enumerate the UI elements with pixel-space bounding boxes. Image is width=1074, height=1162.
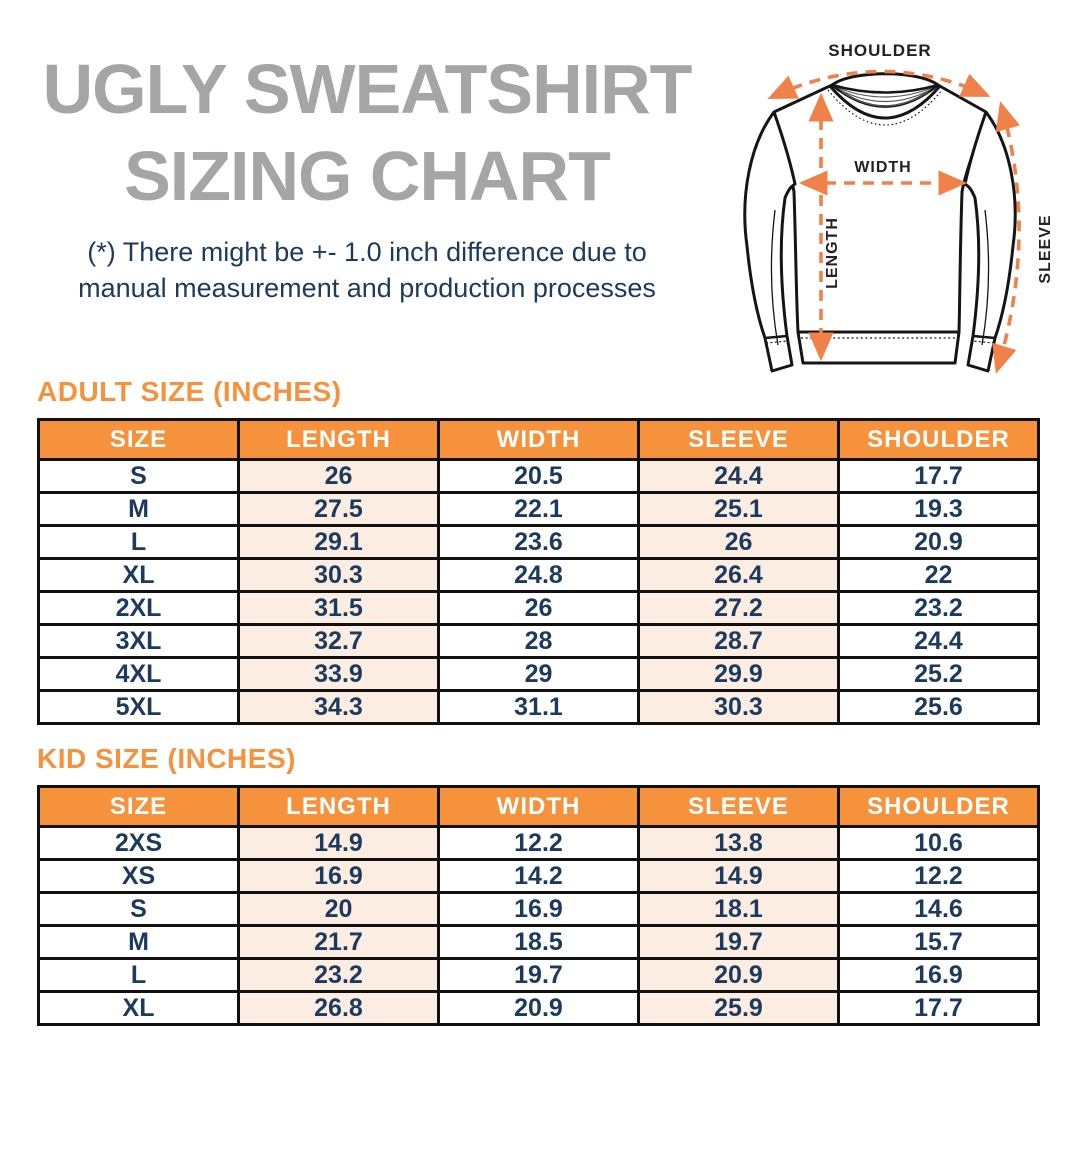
page-title-line1: UGLY SWEATSHIRT: [42, 50, 692, 128]
value-cell: 20.9: [439, 992, 639, 1025]
size-cell: 2XL: [39, 592, 239, 625]
value-cell: 20: [239, 893, 439, 926]
value-cell: 24.8: [439, 559, 639, 592]
value-cell: 26: [439, 592, 639, 625]
left-sleeve: [745, 112, 795, 371]
value-cell: 20.9: [839, 526, 1039, 559]
value-cell: 21.7: [239, 926, 439, 959]
value-cell: 10.6: [839, 827, 1039, 860]
value-cell: 19.7: [439, 959, 639, 992]
value-cell: 32.7: [239, 625, 439, 658]
sweatshirt-diagram: [734, 0, 1074, 390]
value-cell: 17.7: [839, 992, 1039, 1025]
value-cell: 20.9: [639, 959, 839, 992]
size-cell: S: [39, 460, 239, 493]
sleeve-label: SLEEVE: [1037, 214, 1054, 284]
value-cell: 30.3: [639, 691, 839, 724]
kid-section-title: KID SIZE (INCHES): [37, 743, 296, 774]
table-row: [39, 460, 1039, 493]
column-header: LENGTH: [239, 420, 439, 460]
size-cell: 4XL: [39, 658, 239, 691]
size-cell: M: [39, 493, 239, 526]
size-cell: XL: [39, 559, 239, 592]
value-cell: 29.9: [639, 658, 839, 691]
value-cell: 27.2: [639, 592, 839, 625]
column-header: SLEEVE: [639, 420, 839, 460]
value-cell: 12.2: [439, 827, 639, 860]
header-row: [39, 787, 1039, 827]
value-cell: 31.5: [239, 592, 439, 625]
column-header: WIDTH: [439, 420, 639, 460]
table-row: [39, 893, 1039, 926]
value-cell: 14.9: [639, 860, 839, 893]
value-cell: 19.7: [639, 926, 839, 959]
value-cell: 29.1: [239, 526, 439, 559]
value-cell: 26: [639, 526, 839, 559]
adult-section-title: ADULT SIZE (INCHES): [37, 376, 342, 407]
column-header: LENGTH: [239, 787, 439, 827]
value-cell: 24.4: [839, 625, 1039, 658]
value-cell: 33.9: [239, 658, 439, 691]
table-row: [39, 959, 1039, 992]
value-cell: 23.2: [239, 959, 439, 992]
adult-size-table: [37, 418, 1040, 725]
value-cell: 16.9: [239, 860, 439, 893]
size-cell: XS: [39, 860, 239, 893]
column-header: SHOULDER: [839, 420, 1039, 460]
table-row: [39, 526, 1039, 559]
size-cell: XL: [39, 992, 239, 1025]
value-cell: 12.2: [839, 860, 1039, 893]
value-cell: 31.1: [439, 691, 639, 724]
shoulder-label: SHOULDER: [828, 41, 932, 60]
value-cell: 29: [439, 658, 639, 691]
value-cell: 16.9: [439, 893, 639, 926]
value-cell: 25.2: [839, 658, 1039, 691]
size-cell: M: [39, 926, 239, 959]
size-cell: 3XL: [39, 625, 239, 658]
table-row: [39, 493, 1039, 526]
value-cell: 15.7: [839, 926, 1039, 959]
value-cell: 14.2: [439, 860, 639, 893]
width-label: WIDTH: [854, 159, 912, 176]
note-line2: manual measurement and production processes: [78, 273, 656, 304]
right-sleeve: [965, 112, 1015, 371]
value-cell: 24.4: [639, 460, 839, 493]
table-row: [39, 860, 1039, 893]
size-cell: S: [39, 893, 239, 926]
value-cell: 13.8: [639, 827, 839, 860]
value-cell: 28.7: [639, 625, 839, 658]
column-header: SHOULDER: [839, 787, 1039, 827]
page-title: [0, 46, 734, 220]
header-row: [39, 420, 1039, 460]
value-cell: 27.5: [239, 493, 439, 526]
length-label: LENGTH: [824, 217, 841, 289]
value-cell: 14.6: [839, 893, 1039, 926]
value-cell: 25.6: [839, 691, 1039, 724]
value-cell: 30.3: [239, 559, 439, 592]
value-cell: 20.5: [439, 460, 639, 493]
size-cell: L: [39, 959, 239, 992]
value-cell: 28: [439, 625, 639, 658]
value-cell: 18.1: [639, 893, 839, 926]
kid-size-table: [37, 785, 1040, 1026]
value-cell: 19.3: [839, 493, 1039, 526]
table-row: [39, 691, 1039, 724]
value-cell: 17.7: [839, 460, 1039, 493]
size-cell: 5XL: [39, 691, 239, 724]
title-block: [0, 0, 734, 306]
table-row: [39, 992, 1039, 1025]
column-header: SIZE: [39, 420, 239, 460]
value-cell: 16.9: [839, 959, 1039, 992]
table-row: [39, 658, 1039, 691]
table-row: [39, 926, 1039, 959]
value-cell: 22: [839, 559, 1039, 592]
column-header: SIZE: [39, 787, 239, 827]
sweatshirt-illustration: [734, 0, 1074, 390]
value-cell: 22.1: [439, 493, 639, 526]
value-cell: 26.8: [239, 992, 439, 1025]
note-line1: (*) There might be +- 1.0 inch difference due to: [87, 236, 647, 267]
column-header: WIDTH: [439, 787, 639, 827]
column-header: SLEEVE: [639, 787, 839, 827]
size-cell: 2XS: [39, 827, 239, 860]
value-cell: 14.9: [239, 827, 439, 860]
table-row: [39, 592, 1039, 625]
page-title-line2: SIZING CHART: [124, 136, 610, 215]
value-cell: 25.1: [639, 493, 839, 526]
measurement-note: [10, 234, 724, 307]
value-cell: 26: [239, 460, 439, 493]
header-section: [0, 0, 1074, 390]
value-cell: 23.2: [839, 592, 1039, 625]
value-cell: 23.6: [439, 526, 639, 559]
table-row: [39, 827, 1039, 860]
table-row: [39, 625, 1039, 658]
value-cell: 18.5: [439, 926, 639, 959]
value-cell: 25.9: [639, 992, 839, 1025]
size-cell: L: [39, 526, 239, 559]
value-cell: 34.3: [239, 691, 439, 724]
table-row: [39, 559, 1039, 592]
value-cell: 26.4: [639, 559, 839, 592]
